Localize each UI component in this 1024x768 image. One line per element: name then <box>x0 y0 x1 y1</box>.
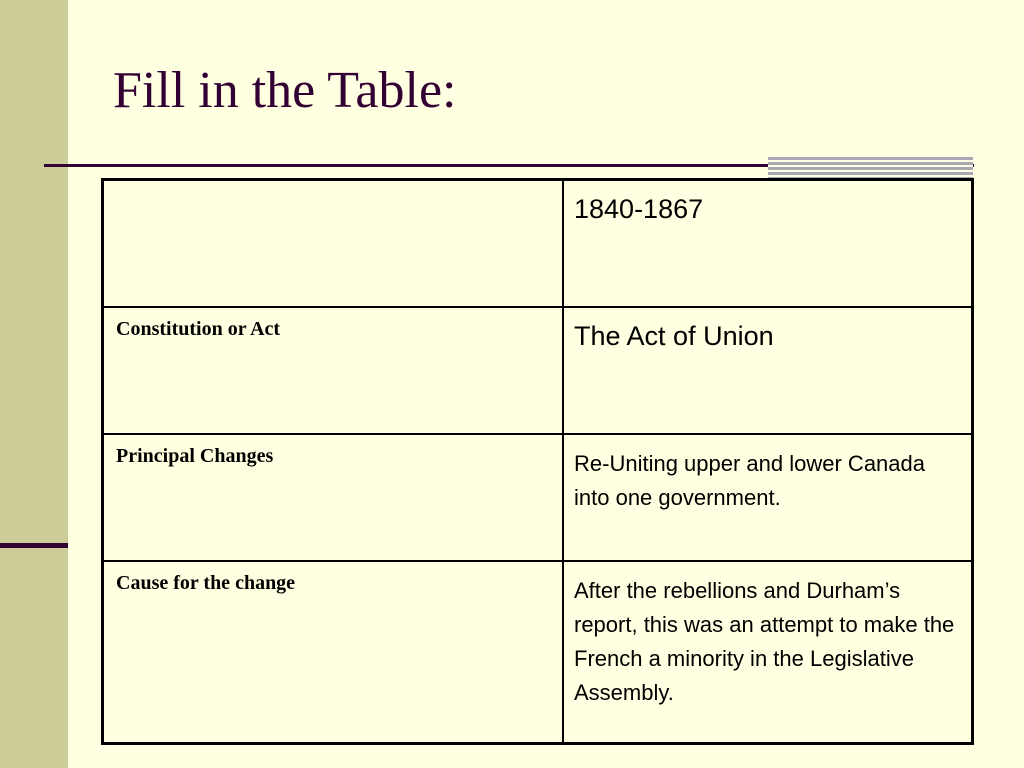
cause-value-cell <box>563 561 973 744</box>
constitution-label: Constitution or Act <box>116 317 281 340</box>
changes-label: Principal Changes <box>116 444 274 467</box>
header-label-cell <box>103 180 564 307</box>
date-range-text: 1840-1867 <box>574 194 704 224</box>
cause-value: After the rebellions and Durham’s report, this was an attempt to make the French a minority in the Legislative Assembly. <box>574 577 955 705</box>
table-row-constitution <box>103 307 973 434</box>
header-value-cell <box>563 180 973 307</box>
decorative-grey-block <box>768 157 973 179</box>
history-table <box>101 178 974 745</box>
cause-label-cell <box>103 561 564 744</box>
changes-value: Re-Uniting upper and lower Canada into one government. <box>574 450 925 510</box>
table-row-cause <box>103 561 973 744</box>
table-row-header <box>103 180 973 307</box>
slide-title: Fill in the Table: <box>113 62 457 119</box>
left-decorative-band <box>0 0 68 768</box>
changes-value-cell <box>563 434 973 561</box>
table-row-changes <box>103 434 973 561</box>
changes-label-cell <box>103 434 564 561</box>
left-accent-bar <box>0 543 68 548</box>
constitution-value-cell <box>563 307 973 434</box>
constitution-label-cell <box>103 307 564 434</box>
cause-label: Cause for the change <box>116 571 296 594</box>
constitution-value: The Act of Union <box>574 320 774 351</box>
